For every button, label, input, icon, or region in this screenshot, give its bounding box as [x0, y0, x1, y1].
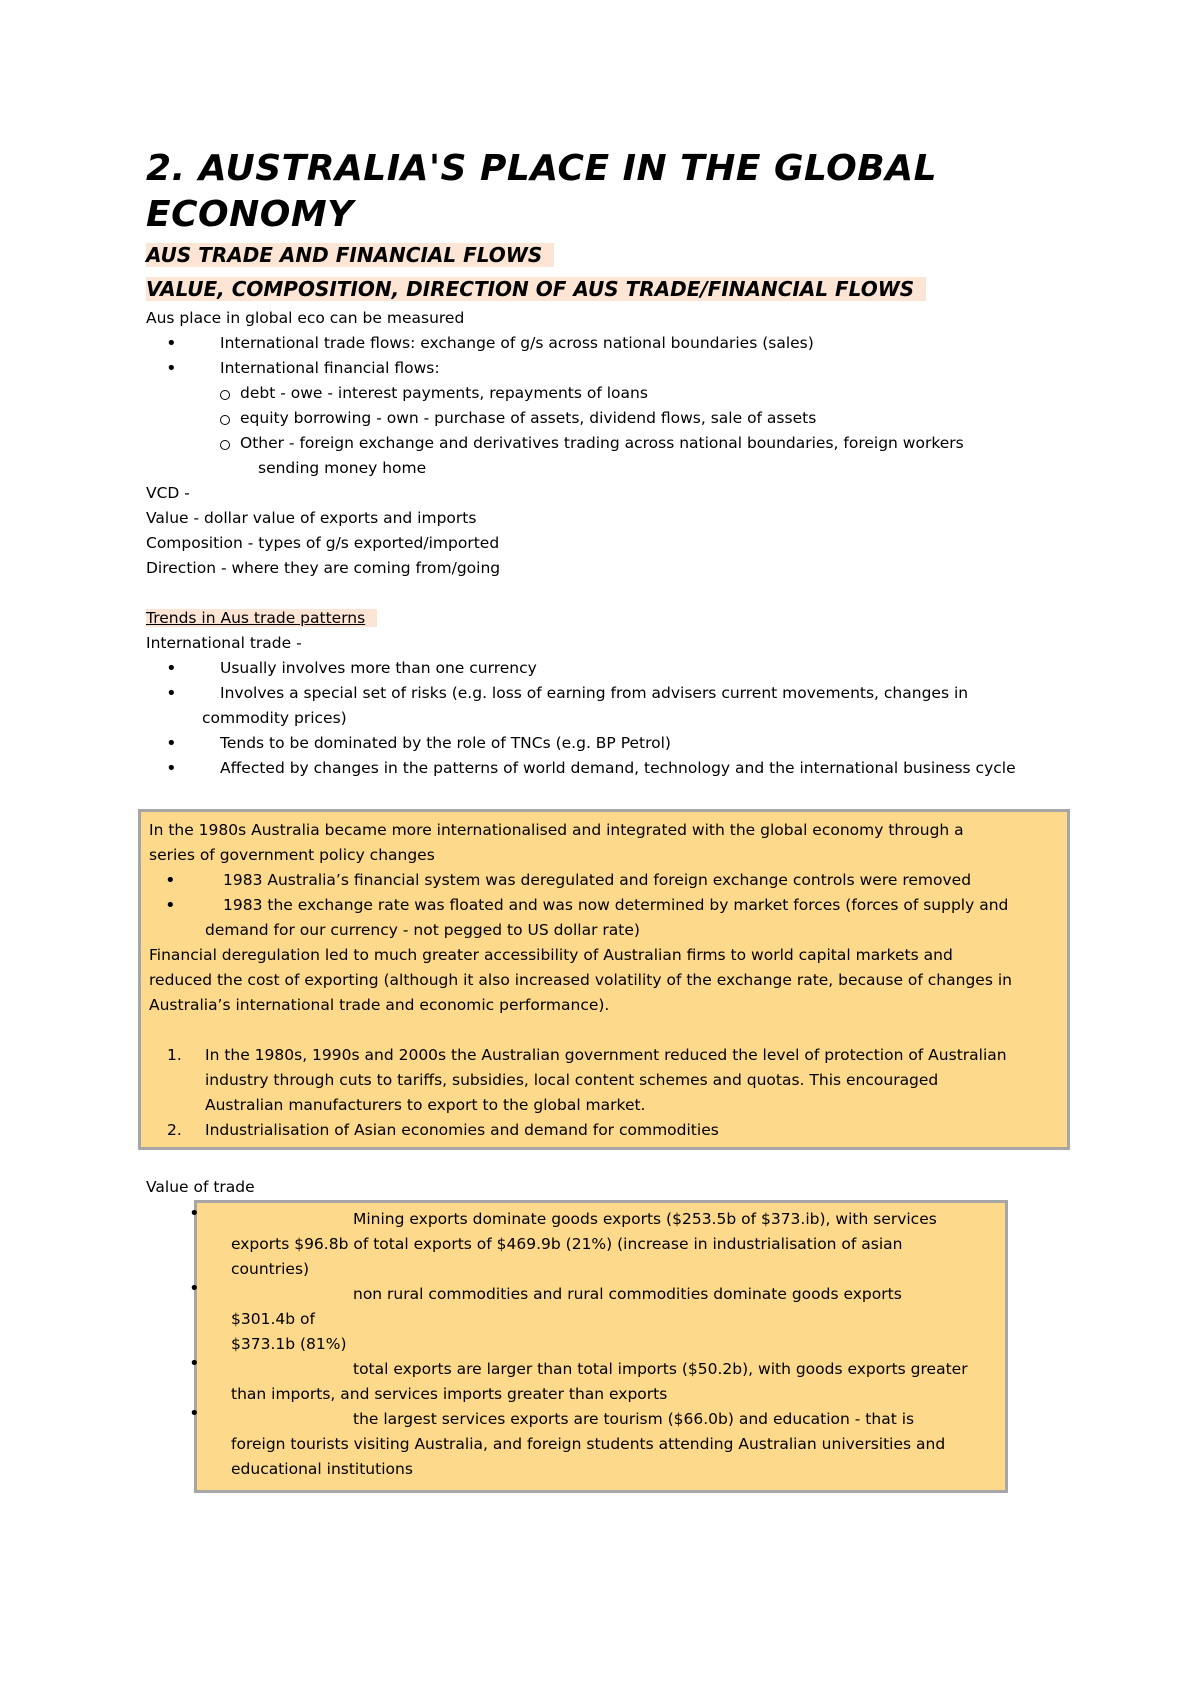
- financial-sub-list: [146, 381, 1066, 481]
- policy-list: [149, 868, 1059, 943]
- list-item: • Mining exports dominate goods exports ($253.5b of $373.ib), with services exports $96.8b of total exports of $469.9b (21%) (increase in industrialisation of asian countries): [197, 1207, 997, 1282]
- list-item: • non rural commodities and rural commodities dominate goods exports $301.4b of $373.1b (81%): [197, 1282, 997, 1357]
- list-item: • 1983 the exchange rate was floated and was now determined by market forces (forces of supply and demand for our currency - not pegged to US dollar rate): [149, 893, 1059, 943]
- subheading-vcd: VALUE, COMPOSITION, DIRECTION OF AUS TRADE/FINANCIAL FLOWS: [146, 272, 1066, 306]
- list-item: debt - owe - interest payments, repayments of loans: [146, 381, 1066, 406]
- policy-changes-box: In the 1980s Australia became more internationalised and integrated with the global economy through a series of government policy changes • 1983 Australia’s financial system was deregulated and foreign exchange controls were removed • 1983 the exchange rate was floated and was now determined by market forces (forces of supply and demand for our currency - not pegged to US dollar rate) Financial deregulation led to much greater accessibility of Australian firms to world capital markets and reduced the cost of exporting (although it also increased volatility of the exchange rate, because of changes in Australia’s international trade and economic performance). 1. In the 1980s, 1990s and 2000s the Australian government reduced the level of protection of Australian industry through cuts to tariffs, subsidies, local content schemes and quotas. This encouraged Australian manufacturers to export to the global market. 2. Industrialisation of Asian economies and demand for commodities: [138, 809, 1070, 1150]
- trends-intro: International trade -: [146, 634, 302, 652]
- list-item: • International financial flows:: [146, 356, 1066, 381]
- list-item: • International trade flows: exchange of g/s across national boundaries (sales): [146, 331, 1066, 356]
- intro-text: Aus place in global eco can be measured: [146, 309, 465, 327]
- page-title: 2. AUSTRALIA'S PLACE IN THE GLOBAL ECONOMY: [146, 148, 938, 235]
- value-of-trade-heading: Value of trade: [146, 1178, 255, 1196]
- measure-list: [146, 331, 1066, 381]
- list-item: 2. Industrialisation of Asian economies and demand for commodities: [167, 1121, 719, 1139]
- list-item: Other - foreign exchange and derivatives trading across national boundaries, foreign workers sending money home: [146, 431, 1066, 481]
- list-item: equity borrowing - own - purchase of assets, dividend flows, sale of assets: [146, 406, 1066, 431]
- list-item: 1. In the 1980s, 1990s and 2000s the Australian government reduced the level of protection of Australian industry through cuts to tariffs, subsidies, local content schemes and quotas. This encouraged Australian manufacturers to export to the global market.: [167, 1046, 1007, 1114]
- numbered-list: [149, 1043, 1059, 1143]
- list-item: • Usually involves more than one currency: [146, 656, 1066, 681]
- vcd-direction: Direction - where they are coming from/going: [146, 559, 501, 577]
- list-item: • Involves a special set of risks (e.g. loss of earning from advisers current movements, changes in commodity prices): [146, 681, 1066, 731]
- list-item: • 1983 Australia’s financial system was deregulated and foreign exchange controls were removed: [149, 868, 1059, 893]
- vcd-label: VCD -: [146, 484, 190, 502]
- list-item: • Affected by changes in the patterns of world demand, technology and the international business cycle: [146, 756, 1066, 781]
- list-item: • the largest services exports are tourism ($66.0b) and education - that is foreign tourists visiting Australia, and foreign students attending Australian universities and educational institutions: [197, 1407, 997, 1482]
- document-page: [146, 146, 1066, 781]
- value-of-trade-box: [194, 1200, 1008, 1493]
- vcd-value: Value - dollar value of exports and imports: [146, 509, 477, 527]
- trends-heading: Trends in Aus trade patterns: [146, 606, 1066, 631]
- subheading-trade-flows: AUS TRADE AND FINANCIAL FLOWS: [146, 238, 1066, 272]
- trends-list: [146, 656, 1066, 781]
- list-item: • total exports are larger than total imports ($50.2b), with goods exports greater than imports, and services imports greater than exports: [197, 1357, 997, 1407]
- vcd-composition: Composition - types of g/s exported/imported: [146, 534, 500, 552]
- list-item: • Tends to be dominated by the role of TNCs (e.g. BP Petrol): [146, 731, 1066, 756]
